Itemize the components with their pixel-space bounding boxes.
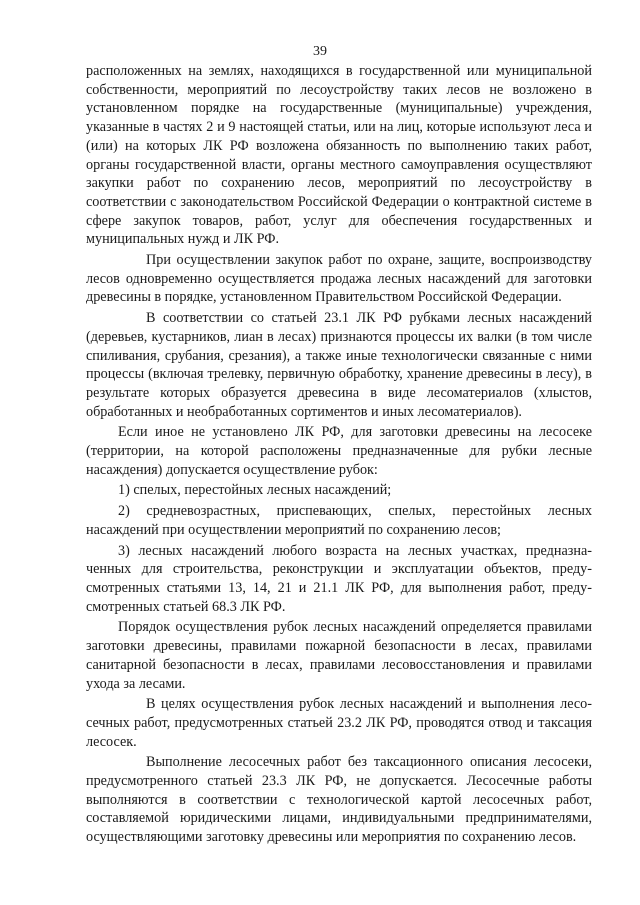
paragraph-logging-rules: Порядок осуществления рубок лесных насаждений определяется правилами заготовки древесины, правилами пожарной безопасности в лесах, правилами санитарной безопасности в лесах, правилами лесовосстановления и правилами ухода за лесами.: [86, 619, 592, 692]
list-item-3: 3) лесных насаждений любого возраста на лесных участках, предназначенных для строительства, реконструкции и эксплуатации объектов, предусмотренных статьями 13, 14, 21 и 21.1 ЛК РФ, для выполнения работ, предусмотренных статьей 68.3 ЛК РФ.: [86, 542, 592, 615]
list-item-1: 1) спелых, перестойных лесных насаждений;: [118, 482, 392, 499]
page-number: 39: [313, 44, 327, 59]
paragraph-logging-permitted: Если иное не установлено ЛК РФ, для заготовки древесины на лесосеке (территории, на которой расположены предназначенные для рубки лесные насаждения) допускается осуществление рубок:: [86, 424, 592, 478]
paragraph-logging-definition: В соответствии со статьей 23.1 ЛК РФ рубками лесных насаждений (деревьев, кустарников, лиан в лесах) признаются процессы их валки (в том числе спиливания, срубания, срезания), а также иные технологически связанные с ними процессы (включая трелевку, первичную обработку, хранение древесины в лесу), в результате которых образуется древесина в виде лесоматериалов (хлыстов, обработанных и необработанных сортиментов и иных лесоматериалов).: [86, 310, 592, 420]
paragraph-allotment: В целях осуществления рубок лесных насаждений и выполнения лесосечных работ, предусмотренных статьей 23.2 ЛК РФ, проводятся отвод и таксация лесосек.: [86, 696, 592, 750]
paragraph-continuation: расположенных на землях, находящихся в государственной или муниципальной собственности, мероприятий по лесоустройству таких лесов не возложено в установленном порядке на государственные (муниципальные) учреждения, указанные в частях 2 и 9 настоящей статьи, или на лиц, которые используют леса и (или) на которых ЛК РФ возложена обязанность по выполнению таких работ, органы государственной власти, органы местного самоуправления осуществляют закупки работ по сохранению лесов, мероприятий по лесоустройству в соответствии с законодательством Российской Федерации о контрактной системе в сфере закупок товаров, работ, услуг для обеспечения государственных и муниципальных нужд и ЛК РФ.: [86, 63, 592, 248]
list-item-2: 2) средневозрастных, приспевающих, спелых, перестойных лесных насаждений при осуществлении мероприятий по сохранению лесов;: [86, 503, 592, 538]
paragraph-procurement: При осуществлении закупок работ по охране, защите, воспроизводству лесов одновременно осуществляется продажа лесных насаждений для заготовки древесины в порядке, установленном Правительством Российской Федерации.: [86, 252, 592, 306]
document-body: [86, 62, 592, 847]
paragraph-felling-works: Выполнение лесосечных работ без таксационного описания лесосеки, предусмотренного статьей 23.3 ЛК РФ, не допускается. Лесосечные работы выполняются в соответствии с технологической картой лесосечных работ, составляемой юридическими лицами, индивидуальными предпринимателями, осуществляющими заготовку древесины или мероприятия по сохранению лесов.: [86, 754, 592, 846]
